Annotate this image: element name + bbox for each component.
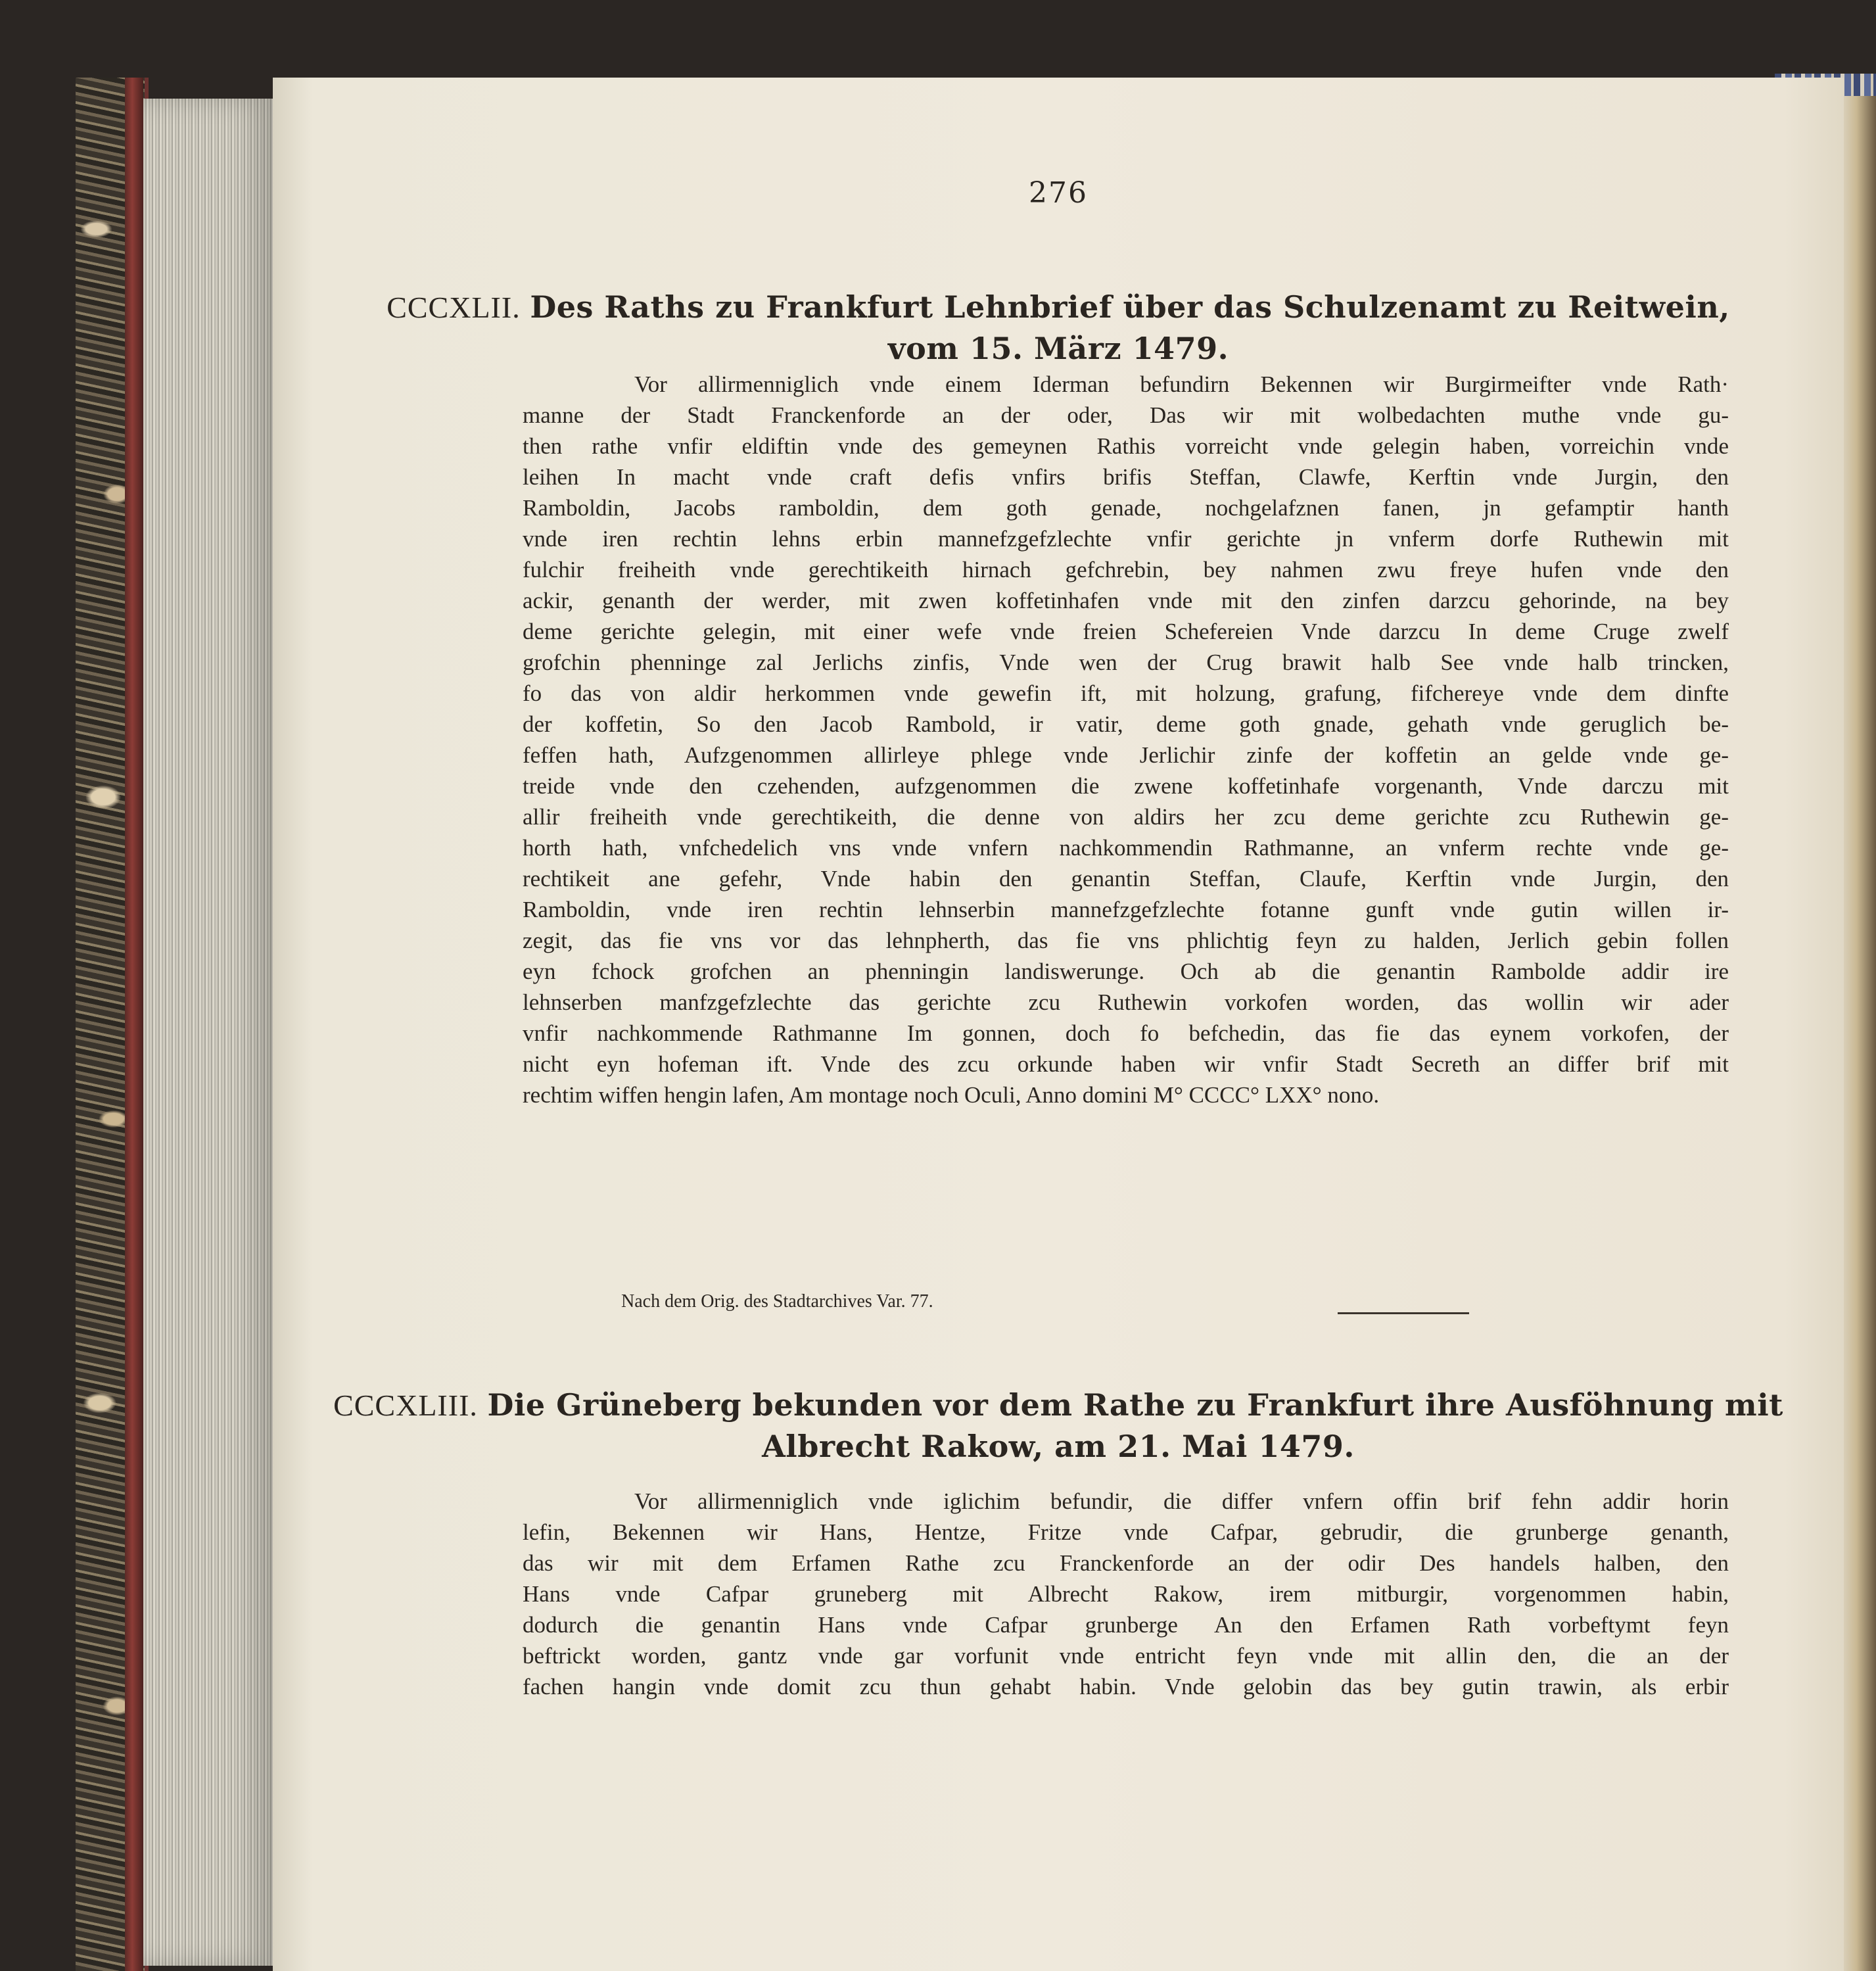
document-body <box>523 369 1729 1110</box>
text-line: rechtim wiffen hengin lafen, Am montage noch Oculi, Anno domini M° CCCC° LXX° nono. <box>523 1082 1380 1108</box>
text-line: grofchin phenninge zal Jerlichs zinfis, Vnde wen der Crug brawit halb See vnde halb trincken, <box>523 650 1729 675</box>
document-date: Albrecht Rakow, am 21. Mai 1479. <box>762 1429 1355 1464</box>
page-edges <box>143 99 275 1966</box>
text-line: Ramboldin, vnde iren rechtin lehnserbin mannefzgefzlechte fotanne gunft vnde gutin willen ir- <box>523 897 1729 922</box>
document-title: Die Grüneberg bekunden vor dem Rathe zu Frankfurt ihre Ausföhnung mit <box>487 1387 1783 1423</box>
text-line: rechtikeit ane gefehr, Vnde habin den genantin Steffan, Claufe, Kerftin vnde Jurgin, den <box>523 866 1729 891</box>
text-line: manne der Stadt Franckenforde an der oder, Das wir mit wolbedachten muthe vnde gu- <box>523 402 1729 428</box>
document-date: vom 15. März 1479. <box>887 331 1229 366</box>
text-line: vnfir nachkommende Rathmanne Im gonnen, doch fo befchedin, das fie das eynem vorkofen, der <box>523 1020 1729 1046</box>
text-line: fulchir freiheith vnde gerechtikeith hirnach gefchrebin, bey nahmen zwu freye hufen vnde den <box>523 557 1729 582</box>
text-line: Ramboldin, Jacobs ramboldin, dem goth genade, nochgelafznen fanen, jn gefamptir hanth <box>523 495 1729 521</box>
text-line: vnde iren rechtin lehns erbin mannefzgefzlechte vnfir gerichte jn vnferm dorfe Ruthewin mit <box>523 526 1729 552</box>
text-line: then rathe vnfir eldiftin vnde des gemeynen Rathis vorreicht vnde gelegin haben, vorreichin vnde <box>523 433 1729 459</box>
document-heading <box>273 287 1844 369</box>
text-line: allir freiheith vnde gerechtikeith, die denne von aldirs her zcu deme gerichte zcu Ruthewin ge- <box>523 804 1729 830</box>
facing-page-edge <box>1844 78 1876 1971</box>
text-line: fo das von aldir herkommen vnde gewefin ift, mit holzung, grafung, fifchereye vnde dem dinfte <box>523 680 1729 706</box>
text-line: horth hath, vnfchedelich vns vnde vnfern nachkommendin Rathmanne, an vnferm rechte vnde ge- <box>523 835 1729 861</box>
section-divider <box>1338 1312 1469 1314</box>
text-line: der koffetin, So den Jacob Rambold, ir vatir, deme goth gnade, gehath vnde geruglich be- <box>523 711 1729 737</box>
text-line: beftrickt worden, gantz vnde gar vorfunit vnde entricht feyn vnde mit allin den, die an der <box>523 1643 1729 1669</box>
text-line: fachen hangin vnde domit zcu thun gehabt habin. Vnde gelobin das bey gutin trawin, als erbir <box>523 1674 1729 1699</box>
text-line: eyn fchock grofchen an phenningin landiswerunge. Och ab die genantin Rambolde addir ire <box>523 959 1729 984</box>
document-number: CCCXLII. <box>387 291 521 324</box>
text-line: feffen hath, Aufzgenommen allirleye phlege vnde Jerlichir zinfe der koffetin an gelde vnde ge- <box>523 742 1729 768</box>
text-line: lefin, Bekennen wir Hans, Hentze, Fritze vnde Cafpar, gebrudir, die grunberge genanth, <box>523 1519 1729 1545</box>
document-number: CCCXLIII. <box>333 1389 478 1422</box>
text-line: Vor allirmenniglich vnde einem Iderman befundirn Bekennen wir Burgirmeifter vnde Rath· <box>634 371 1729 397</box>
document-heading <box>273 1385 1844 1467</box>
text-line: treide vnde den czehenden, aufzgenommen die zwene koffetinhafe vorgenanth, Vnde darczu mit <box>523 773 1729 799</box>
document-body <box>523 1486 1729 1702</box>
text-line: deme gerichte gelegin, mit einer wefe vnde freien Schefereien Vnde darzcu In deme Cruge zwelf <box>523 619 1729 644</box>
text-line: das wir mit dem Erfamen Rathe zcu Franckenforde an der odir Des handels halben, den <box>523 1550 1729 1576</box>
page-number: 276 <box>1029 176 1088 210</box>
text-line: leihen In macht vnde craft defis vnfirs brifis Steffan, Clawfe, Kerftin vnde Jurgin, den <box>523 464 1729 490</box>
text-line: nicht eyn hofeman ift. Vnde des zcu orkunde haben wir vnfir Stadt Secreth an differ brif mit <box>523 1051 1729 1077</box>
text-line: Vor allirmenniglich vnde iglichim befundir, die differ vnfern offin brif fehn addir horin <box>634 1488 1729 1514</box>
text-line: zegit, das fie vns vor das lehnpherth, das fie vns phlichtig feyn zu halden, Jerlich gebin follen <box>523 928 1729 953</box>
text-line: lehnserben manfzgefzlechte das gerichte zcu Ruthewin vorkofen worden, das wollin wir ader <box>523 989 1729 1015</box>
book-page <box>273 78 1844 1971</box>
heading-line-1 <box>273 287 1844 328</box>
book-spine-edge <box>125 78 143 1971</box>
text-line: dodurch die genantin Hans vnde Cafpar grunberge An den Erfamen Rath vorbeftymt feyn <box>523 1612 1729 1638</box>
text-line: ackir, genanth der werder, mit zwen koffetinhafen vnde mit den zinfen darzcu gehorinde, na bey <box>523 588 1729 613</box>
heading-line-1 <box>273 1385 1844 1426</box>
document-title: Des Raths zu Frankfurt Lehnbrief über das Schulzenamt zu Reitwein, <box>530 289 1730 325</box>
source-note: Nach dem Orig. des Stadtarchives Var. 77. <box>621 1291 933 1312</box>
text-line: Hans vnde Cafpar gruneberg mit Albrecht Rakow, irem mitburgir, vorgenommen habin, <box>523 1581 1729 1607</box>
